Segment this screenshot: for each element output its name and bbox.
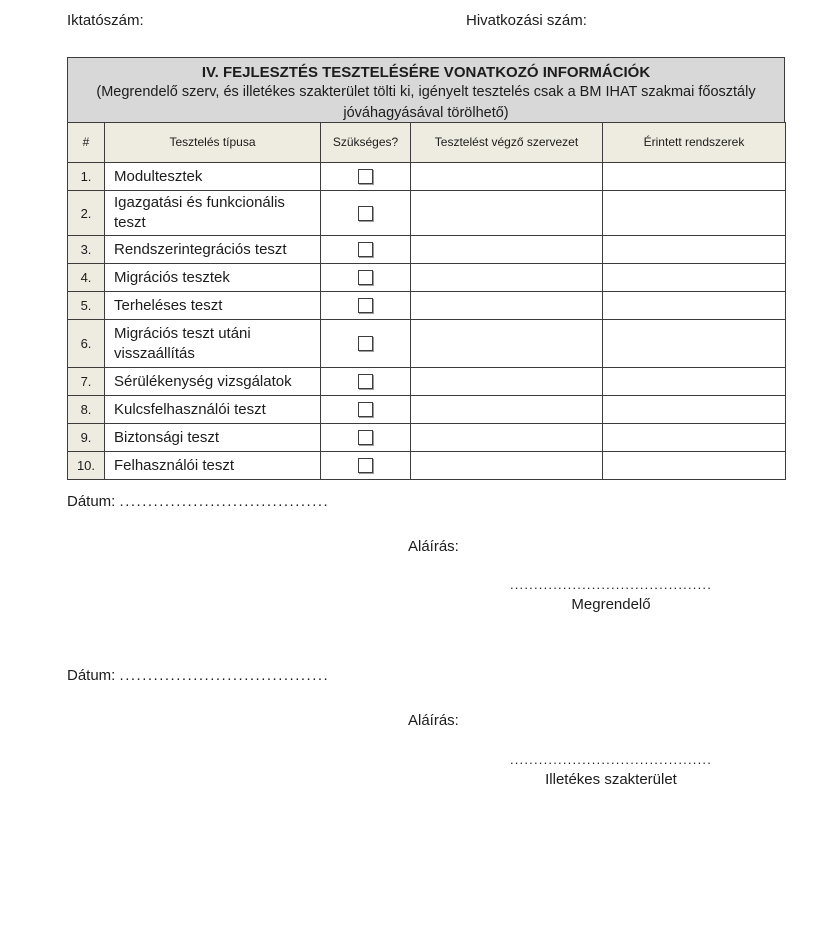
affected-systems-cell[interactable] (603, 320, 786, 368)
required-checkbox[interactable] (358, 169, 373, 184)
test-type-label: Sérülékenység vizsgálatok (105, 368, 321, 396)
date-dots: ..................................... (119, 493, 330, 510)
table-row (68, 191, 786, 236)
testing-org-cell[interactable] (411, 368, 603, 396)
date-line-1 (67, 493, 329, 510)
required-checkbox-cell (321, 368, 411, 396)
col-header-required: Szükséges? (321, 123, 411, 163)
row-number: 2. (68, 191, 105, 236)
testing-org-cell[interactable] (411, 452, 603, 480)
required-checkbox-cell (321, 452, 411, 480)
row-number: 4. (68, 264, 105, 292)
date-line-2 (67, 667, 329, 684)
col-header-test-type: Tesztelés típusa (105, 123, 321, 163)
required-checkbox-cell (321, 396, 411, 424)
required-checkbox-cell (321, 320, 411, 368)
testing-org-cell[interactable] (411, 191, 603, 236)
testing-org-cell[interactable] (411, 396, 603, 424)
table-row (68, 264, 786, 292)
table-row (68, 368, 786, 396)
table-row (68, 396, 786, 424)
required-checkbox-cell (321, 236, 411, 264)
table-row (68, 163, 786, 191)
test-type-label: Kulcsfelhasználói teszt (105, 396, 321, 424)
row-number: 5. (68, 292, 105, 320)
testing-org-cell[interactable] (411, 236, 603, 264)
col-header-affected-systems: Érintett rendszerek (603, 123, 786, 163)
required-checkbox[interactable] (358, 242, 373, 257)
section-iv-table (67, 57, 785, 480)
date-dots: ..................................... (119, 667, 330, 684)
signature-line-group-2 (495, 753, 727, 788)
testing-org-cell[interactable] (411, 264, 603, 292)
signature-line-group-1 (495, 578, 727, 613)
signature-dotted-line: .......................................... (509, 577, 713, 592)
row-number: 10. (68, 452, 105, 480)
testing-org-cell[interactable] (411, 292, 603, 320)
table-row (68, 292, 786, 320)
row-number: 8. (68, 396, 105, 424)
required-checkbox-cell (321, 292, 411, 320)
table-row (68, 320, 786, 368)
table-subtitle: (Megrendelő szerv, és illetékes szakterület tölti ki, igényelt tesztelés csak a BM IHAT szakmai főosztály jóváhagyásával törölhető) (96, 84, 756, 121)
test-type-label: Igazgatási és funkcionális teszt (105, 191, 321, 236)
row-number: 1. (68, 163, 105, 191)
affected-systems-cell[interactable] (603, 191, 786, 236)
affected-systems-cell[interactable] (603, 452, 786, 480)
table-title: IV. FEJLESZTÉS TESZTELÉSÉRE VONATKOZÓ INFORMÁCIÓK (201, 64, 651, 81)
testing-org-cell[interactable] (411, 424, 603, 452)
row-number: 9. (68, 424, 105, 452)
required-checkbox[interactable] (358, 270, 373, 285)
affected-systems-cell[interactable] (603, 292, 786, 320)
testing-org-cell[interactable] (411, 163, 603, 191)
affected-systems-cell[interactable] (603, 163, 786, 191)
signature-label-1: Aláírás: (408, 538, 459, 555)
signer-role-megrendelo: Megrendelő (571, 596, 651, 613)
table-row (68, 424, 786, 452)
table-title-block (67, 57, 785, 122)
required-checkbox[interactable] (358, 458, 373, 473)
affected-systems-cell[interactable] (603, 264, 786, 292)
signature-dotted-line: .......................................... (509, 752, 713, 767)
col-header-testing-org: Tesztelést végző szervezet (411, 123, 603, 163)
required-checkbox[interactable] (358, 374, 373, 389)
table-row (68, 236, 786, 264)
testing-info-table (67, 122, 786, 480)
required-checkbox[interactable] (358, 336, 373, 351)
test-type-label: Felhasználói teszt (105, 452, 321, 480)
affected-systems-cell[interactable] (603, 396, 786, 424)
required-checkbox[interactable] (358, 430, 373, 445)
test-type-label: Migrációs teszt utáni visszaállítás (105, 320, 321, 368)
date-label: Dátum: (67, 667, 116, 684)
row-number: 3. (68, 236, 105, 264)
test-type-label: Modultesztek (105, 163, 321, 191)
test-type-label: Migrációs tesztek (105, 264, 321, 292)
required-checkbox[interactable] (358, 206, 373, 221)
testing-org-cell[interactable] (411, 320, 603, 368)
iktatoszam-label: Iktatószám: (67, 12, 144, 29)
test-type-label: Terheléses teszt (105, 292, 321, 320)
required-checkbox-cell (321, 424, 411, 452)
required-checkbox[interactable] (358, 298, 373, 313)
row-number: 7. (68, 368, 105, 396)
test-type-label: Biztonsági teszt (105, 424, 321, 452)
affected-systems-cell[interactable] (603, 368, 786, 396)
signature-label-2: Aláírás: (408, 712, 459, 729)
date-label: Dátum: (67, 493, 116, 510)
required-checkbox-cell (321, 264, 411, 292)
affected-systems-cell[interactable] (603, 236, 786, 264)
required-checkbox-cell (321, 163, 411, 191)
affected-systems-cell[interactable] (603, 424, 786, 452)
required-checkbox-cell (321, 191, 411, 236)
table-row (68, 452, 786, 480)
required-checkbox[interactable] (358, 402, 373, 417)
table-header-row (68, 123, 786, 163)
col-header-number: # (68, 123, 105, 163)
signer-role-illetekes-szakterulet: Illetékes szakterület (545, 771, 677, 788)
row-number: 6. (68, 320, 105, 368)
hivatkozasi-szam-label: Hivatkozási szám: (466, 12, 587, 29)
test-type-label: Rendszerintegrációs teszt (105, 236, 321, 264)
